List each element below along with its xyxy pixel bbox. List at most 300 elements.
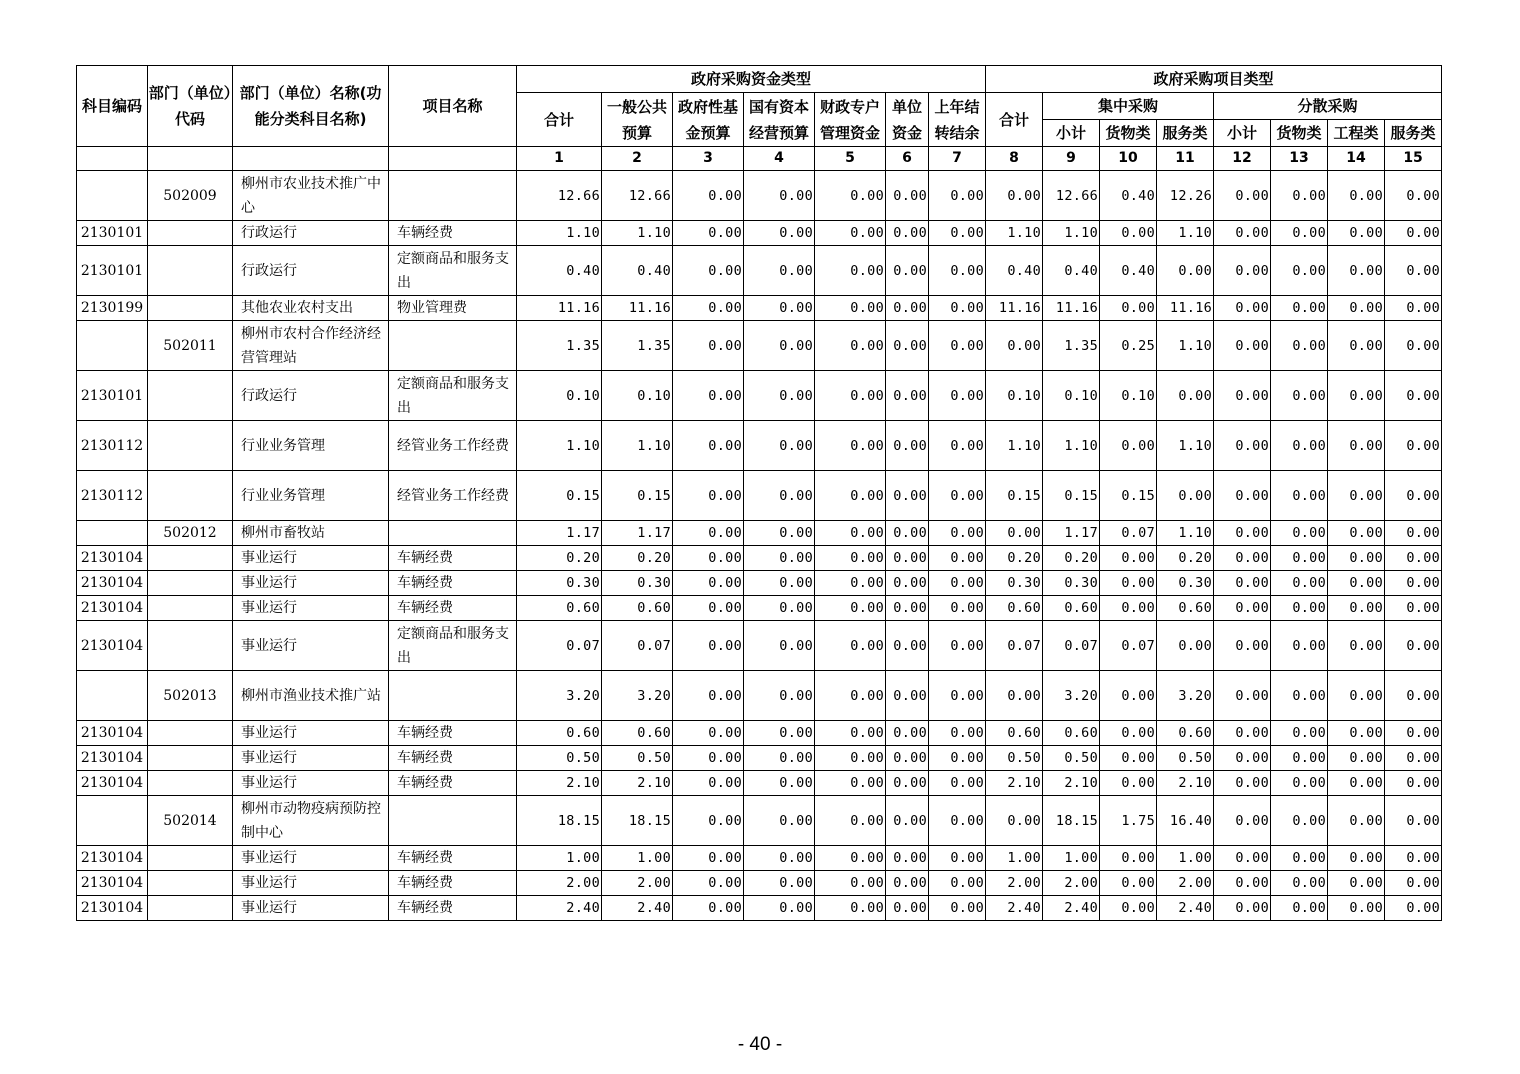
value-cell: 0.15	[1043, 471, 1100, 521]
value-cell: 0.00	[1214, 296, 1271, 321]
subject-code-cell: 2130199	[77, 296, 148, 321]
value-cell: 2.40	[1157, 896, 1214, 921]
value-cell: 1.10	[986, 421, 1043, 471]
project-name-cell: 经管业务工作经费	[389, 421, 517, 471]
value-cell: 1.35	[517, 321, 602, 371]
dept-code-cell	[148, 421, 233, 471]
value-cell: 0.00	[1271, 871, 1328, 896]
value-cell: 0.00	[1157, 371, 1214, 421]
value-cell: 0.60	[1157, 596, 1214, 621]
value-cell: 0.00	[1214, 471, 1271, 521]
value-cell: 1.10	[1157, 421, 1214, 471]
value-cell: 0.00	[1328, 296, 1385, 321]
value-cell: 0.00	[673, 846, 744, 871]
value-cell: 0.40	[1100, 171, 1157, 221]
value-cell: 1.35	[1043, 321, 1100, 371]
procurement-table	[76, 65, 1442, 921]
value-cell: 0.00	[673, 896, 744, 921]
value-cell: 0.30	[1157, 571, 1214, 596]
value-cell: 18.15	[602, 796, 673, 846]
value-cell: 1.00	[986, 846, 1043, 871]
dept-code-cell	[148, 596, 233, 621]
value-cell: 0.00	[744, 371, 815, 421]
value-cell: 0.00	[815, 296, 886, 321]
value-cell: 0.00	[1328, 171, 1385, 221]
header-total2: 合计	[986, 93, 1043, 147]
value-cell: 0.00	[1328, 871, 1385, 896]
value-cell: 0.00	[815, 671, 886, 721]
value-cell: 0.00	[1271, 246, 1328, 296]
column-number: 11	[1157, 147, 1214, 171]
subject-code-cell: 2130112	[77, 471, 148, 521]
project-name-cell	[389, 796, 517, 846]
value-cell: 0.00	[1100, 846, 1157, 871]
value-cell: 0.00	[1100, 596, 1157, 621]
value-cell: 2.00	[986, 871, 1043, 896]
value-cell: 1.17	[602, 521, 673, 546]
value-cell: 0.00	[1385, 546, 1442, 571]
value-cell: 1.10	[1157, 221, 1214, 246]
dept-name-cell: 事业运行	[233, 746, 389, 771]
value-cell: 1.10	[1043, 421, 1100, 471]
value-cell: 0.00	[1271, 671, 1328, 721]
subject-code-cell	[77, 321, 148, 371]
value-cell: 12.66	[602, 171, 673, 221]
table-row	[77, 296, 1442, 321]
value-cell: 0.00	[886, 746, 929, 771]
value-cell: 0.10	[517, 371, 602, 421]
subject-code-cell	[77, 671, 148, 721]
dept-code-cell: 502013	[148, 671, 233, 721]
value-cell: 1.75	[1100, 796, 1157, 846]
value-cell: 0.00	[1214, 546, 1271, 571]
value-cell: 0.60	[517, 721, 602, 746]
value-cell: 0.60	[986, 596, 1043, 621]
subject-code-cell: 2130101	[77, 371, 148, 421]
value-cell: 0.00	[886, 796, 929, 846]
value-cell: 0.00	[1271, 171, 1328, 221]
value-cell: 0.00	[1214, 596, 1271, 621]
value-cell: 0.30	[986, 571, 1043, 596]
value-cell: 0.00	[815, 471, 886, 521]
value-cell: 2.00	[1043, 871, 1100, 896]
value-cell: 0.00	[744, 521, 815, 546]
value-cell: 0.00	[886, 846, 929, 871]
value-cell: 0.50	[986, 746, 1043, 771]
value-cell: 0.00	[673, 796, 744, 846]
subject-code-cell: 2130101	[77, 221, 148, 246]
value-cell: 1.00	[517, 846, 602, 871]
value-cell: 0.00	[744, 321, 815, 371]
dept-code-cell: 502009	[148, 171, 233, 221]
value-cell: 0.00	[815, 721, 886, 746]
value-cell: 0.00	[886, 871, 929, 896]
value-cell: 0.00	[1271, 421, 1328, 471]
dept-name-cell: 柳州市畜牧站	[233, 521, 389, 546]
value-cell: 0.00	[1271, 471, 1328, 521]
value-cell: 2.00	[1157, 871, 1214, 896]
value-cell: 0.00	[815, 521, 886, 546]
value-cell: 0.10	[1100, 371, 1157, 421]
column-number: 8	[986, 147, 1043, 171]
value-cell: 0.00	[986, 796, 1043, 846]
value-cell: 0.00	[1100, 896, 1157, 921]
project-name-cell: 车辆经费	[389, 571, 517, 596]
header-state-capital: 国有资本经营预算	[744, 93, 815, 147]
value-cell: 0.00	[986, 671, 1043, 721]
value-cell: 0.00	[1271, 621, 1328, 671]
header-prev-carryover: 上年结转结余	[929, 93, 986, 147]
header-decentralized: 分散采购	[1214, 93, 1442, 120]
value-cell: 0.00	[1214, 571, 1271, 596]
value-cell: 1.10	[517, 221, 602, 246]
dept-code-cell	[148, 896, 233, 921]
value-cell: 0.25	[1100, 321, 1157, 371]
value-cell: 0.00	[886, 521, 929, 546]
dept-name-cell: 柳州市农村合作经济经营管理站	[233, 321, 389, 371]
value-cell: 0.00	[1385, 371, 1442, 421]
value-cell: 18.15	[517, 796, 602, 846]
header-project-type: 政府采购项目类型	[986, 66, 1442, 93]
column-number: 4	[744, 147, 815, 171]
dept-name-cell: 事业运行	[233, 771, 389, 796]
value-cell: 0.00	[1214, 246, 1271, 296]
value-cell: 0.60	[602, 596, 673, 621]
dept-name-cell: 事业运行	[233, 571, 389, 596]
value-cell: 0.00	[929, 846, 986, 871]
value-cell: 0.00	[673, 296, 744, 321]
dept-code-cell	[148, 246, 233, 296]
value-cell: 0.00	[815, 621, 886, 671]
project-name-cell: 车辆经费	[389, 746, 517, 771]
dept-name-cell: 事业运行	[233, 546, 389, 571]
table-row	[77, 846, 1442, 871]
table-row	[77, 796, 1442, 846]
table-header	[77, 66, 1442, 171]
value-cell: 3.20	[1043, 671, 1100, 721]
value-cell: 1.10	[517, 421, 602, 471]
dept-name-cell: 行业业务管理	[233, 471, 389, 521]
value-cell: 3.20	[517, 671, 602, 721]
column-number: 12	[1214, 147, 1271, 171]
value-cell: 0.00	[815, 421, 886, 471]
value-cell: 0.00	[815, 371, 886, 421]
value-cell: 2.10	[602, 771, 673, 796]
value-cell: 0.00	[886, 221, 929, 246]
column-number: 2	[602, 147, 673, 171]
column-number: 7	[929, 147, 986, 171]
table-row	[77, 221, 1442, 246]
dept-name-cell: 行政运行	[233, 371, 389, 421]
value-cell: 0.00	[1271, 221, 1328, 246]
value-cell: 0.00	[1214, 671, 1271, 721]
value-cell: 0.00	[929, 471, 986, 521]
value-cell: 0.00	[1385, 596, 1442, 621]
value-cell: 0.00	[886, 546, 929, 571]
dept-name-cell: 柳州市渔业技术推广站	[233, 671, 389, 721]
header-subtotal: 小计	[1043, 120, 1100, 147]
header-gov-fund: 政府性基金预算	[673, 93, 744, 147]
header-project-name: 项目名称	[389, 66, 517, 147]
value-cell: 0.00	[673, 246, 744, 296]
dept-code-cell	[148, 471, 233, 521]
value-cell: 0.07	[517, 621, 602, 671]
column-number: 6	[886, 147, 929, 171]
value-cell: 0.00	[886, 421, 929, 471]
value-cell: 2.00	[517, 871, 602, 896]
value-cell: 0.00	[929, 546, 986, 571]
subject-code-cell	[77, 796, 148, 846]
value-cell: 0.00	[1328, 371, 1385, 421]
value-cell: 0.00	[1328, 596, 1385, 621]
value-cell: 0.10	[602, 371, 673, 421]
subject-code-cell: 2130112	[77, 421, 148, 471]
project-name-cell: 车辆经费	[389, 896, 517, 921]
value-cell: 0.00	[929, 421, 986, 471]
value-cell: 1.00	[602, 846, 673, 871]
value-cell: 0.00	[1100, 771, 1157, 796]
value-cell: 0.30	[517, 571, 602, 596]
value-cell: 0.00	[673, 746, 744, 771]
value-cell: 0.00	[929, 221, 986, 246]
value-cell: 0.00	[1157, 246, 1214, 296]
value-cell: 0.00	[929, 796, 986, 846]
dept-code-cell	[148, 571, 233, 596]
value-cell: 0.50	[1043, 746, 1100, 771]
value-cell: 0.00	[744, 596, 815, 621]
value-cell: 0.00	[886, 771, 929, 796]
value-cell: 0.00	[1100, 746, 1157, 771]
value-cell: 0.00	[815, 321, 886, 371]
subject-code-cell	[77, 521, 148, 546]
table-row	[77, 371, 1442, 421]
value-cell: 0.00	[1385, 246, 1442, 296]
project-name-cell	[389, 171, 517, 221]
value-cell: 0.00	[1214, 796, 1271, 846]
value-cell: 0.00	[744, 421, 815, 471]
value-cell: 0.00	[673, 421, 744, 471]
value-cell: 1.17	[517, 521, 602, 546]
value-cell: 0.00	[886, 621, 929, 671]
value-cell: 1.00	[1157, 846, 1214, 871]
dept-name-cell: 行业业务管理	[233, 421, 389, 471]
value-cell: 0.00	[673, 171, 744, 221]
value-cell: 0.00	[1100, 721, 1157, 746]
dept-code-cell: 502012	[148, 521, 233, 546]
value-cell: 0.00	[744, 296, 815, 321]
value-cell: 0.00	[815, 796, 886, 846]
value-cell: 0.00	[1328, 846, 1385, 871]
value-cell: 0.00	[929, 671, 986, 721]
subject-code-cell: 2130104	[77, 896, 148, 921]
value-cell: 0.00	[744, 796, 815, 846]
value-cell: 2.10	[986, 771, 1043, 796]
value-cell: 0.00	[929, 246, 986, 296]
table-row	[77, 771, 1442, 796]
value-cell: 0.00	[1328, 246, 1385, 296]
value-cell: 1.10	[1043, 221, 1100, 246]
value-cell: 0.40	[1043, 246, 1100, 296]
dept-name-cell: 事业运行	[233, 621, 389, 671]
value-cell: 1.10	[602, 421, 673, 471]
value-cell: 0.00	[929, 621, 986, 671]
table-body	[77, 171, 1442, 921]
dept-name-cell: 事业运行	[233, 846, 389, 871]
value-cell: 0.00	[886, 171, 929, 221]
value-cell: 0.40	[1100, 246, 1157, 296]
value-cell: 0.00	[929, 596, 986, 621]
value-cell: 0.00	[886, 596, 929, 621]
value-cell: 0.20	[986, 546, 1043, 571]
value-cell: 0.60	[1043, 596, 1100, 621]
value-cell: 0.07	[1100, 621, 1157, 671]
header-unit-fund: 单位资金	[886, 93, 929, 147]
value-cell: 0.00	[886, 896, 929, 921]
value-cell: 0.00	[1328, 421, 1385, 471]
table-row	[77, 571, 1442, 596]
value-cell: 0.00	[1214, 896, 1271, 921]
value-cell: 0.00	[1328, 221, 1385, 246]
dept-name-cell: 事业运行	[233, 896, 389, 921]
dept-code-cell: 502011	[148, 321, 233, 371]
dept-name-cell: 其他农业农村支出	[233, 296, 389, 321]
value-cell: 0.00	[815, 746, 886, 771]
value-cell: 0.00	[1214, 371, 1271, 421]
project-name-cell	[389, 321, 517, 371]
value-cell: 0.00	[1214, 771, 1271, 796]
value-cell: 0.00	[1271, 896, 1328, 921]
value-cell: 0.00	[1385, 871, 1442, 896]
value-cell: 0.00	[673, 771, 744, 796]
value-cell: 0.00	[986, 321, 1043, 371]
value-cell: 0.00	[1214, 221, 1271, 246]
value-cell: 0.00	[1214, 721, 1271, 746]
project-name-cell: 车辆经费	[389, 546, 517, 571]
value-cell: 0.00	[1271, 796, 1328, 846]
value-cell: 0.00	[1328, 721, 1385, 746]
table-row	[77, 521, 1442, 546]
dept-name-cell: 事业运行	[233, 871, 389, 896]
value-cell: 0.00	[673, 321, 744, 371]
subject-code-cell: 2130104	[77, 571, 148, 596]
dept-name-cell: 事业运行	[233, 721, 389, 746]
value-cell: 0.00	[673, 521, 744, 546]
value-cell: 2.10	[1157, 771, 1214, 796]
value-cell: 0.40	[517, 246, 602, 296]
header-dept-code: 部门（单位）代码	[148, 66, 233, 147]
value-cell: 0.00	[1271, 571, 1328, 596]
value-cell: 0.00	[1328, 546, 1385, 571]
value-cell: 0.00	[1100, 421, 1157, 471]
project-name-cell: 定额商品和服务支出	[389, 246, 517, 296]
value-cell: 0.00	[1100, 546, 1157, 571]
value-cell: 0.60	[517, 596, 602, 621]
value-cell: 0.00	[1271, 746, 1328, 771]
value-cell: 0.15	[1100, 471, 1157, 521]
value-cell: 0.10	[986, 371, 1043, 421]
value-cell: 0.00	[1385, 621, 1442, 671]
value-cell: 0.00	[1385, 171, 1442, 221]
value-cell: 0.00	[815, 246, 886, 296]
value-cell: 0.00	[744, 771, 815, 796]
value-cell: 12.66	[517, 171, 602, 221]
value-cell: 0.50	[1157, 746, 1214, 771]
value-cell: 0.00	[1328, 621, 1385, 671]
value-cell: 0.00	[815, 221, 886, 246]
value-cell: 18.15	[1043, 796, 1100, 846]
value-cell: 0.00	[815, 171, 886, 221]
dept-code-cell	[148, 846, 233, 871]
header-subtotal2: 小计	[1214, 120, 1271, 147]
value-cell: 0.00	[929, 871, 986, 896]
value-cell: 3.20	[602, 671, 673, 721]
value-cell: 0.00	[744, 246, 815, 296]
subject-code-cell: 2130104	[77, 771, 148, 796]
value-cell: 0.00	[744, 871, 815, 896]
column-number: 3	[673, 147, 744, 171]
value-cell: 0.00	[1157, 621, 1214, 671]
value-cell: 0.00	[744, 721, 815, 746]
subject-code-cell: 2130101	[77, 246, 148, 296]
value-cell: 11.16	[986, 296, 1043, 321]
value-cell: 0.20	[517, 546, 602, 571]
value-cell: 0.00	[929, 321, 986, 371]
value-cell: 2.00	[602, 871, 673, 896]
project-name-cell: 物业管理费	[389, 296, 517, 321]
value-cell: 2.40	[986, 896, 1043, 921]
value-cell: 0.00	[1214, 171, 1271, 221]
header-services2: 服务类	[1385, 120, 1442, 147]
column-number: 13	[1271, 147, 1328, 171]
value-cell: 0.00	[929, 521, 986, 546]
table-row	[77, 871, 1442, 896]
value-cell: 0.40	[986, 246, 1043, 296]
value-cell: 0.00	[1385, 796, 1442, 846]
column-number: 1	[517, 147, 602, 171]
table-row	[77, 546, 1442, 571]
value-cell: 0.00	[744, 571, 815, 596]
column-number: 15	[1385, 147, 1442, 171]
dept-code-cell	[148, 621, 233, 671]
value-cell: 0.00	[1328, 671, 1385, 721]
project-name-cell: 车辆经费	[389, 846, 517, 871]
value-cell: 0.00	[1271, 721, 1328, 746]
column-number-row	[77, 147, 1442, 171]
value-cell: 0.00	[886, 296, 929, 321]
value-cell: 0.00	[1271, 546, 1328, 571]
value-cell: 0.00	[929, 371, 986, 421]
table-row	[77, 171, 1442, 221]
value-cell: 11.16	[517, 296, 602, 321]
value-cell: 16.40	[1157, 796, 1214, 846]
project-name-cell: 车辆经费	[389, 721, 517, 746]
dept-code-cell	[148, 721, 233, 746]
value-cell: 0.00	[1385, 521, 1442, 546]
project-name-cell: 经管业务工作经费	[389, 471, 517, 521]
value-cell: 0.00	[1271, 596, 1328, 621]
value-cell: 0.00	[1328, 746, 1385, 771]
value-cell: 0.07	[986, 621, 1043, 671]
value-cell: 0.00	[886, 371, 929, 421]
value-cell: 0.00	[1385, 421, 1442, 471]
value-cell: 0.00	[673, 221, 744, 246]
table-row	[77, 421, 1442, 471]
value-cell: 2.40	[517, 896, 602, 921]
value-cell: 0.00	[929, 171, 986, 221]
value-cell: 1.10	[986, 221, 1043, 246]
value-cell: 0.00	[1214, 846, 1271, 871]
value-cell: 0.00	[815, 596, 886, 621]
